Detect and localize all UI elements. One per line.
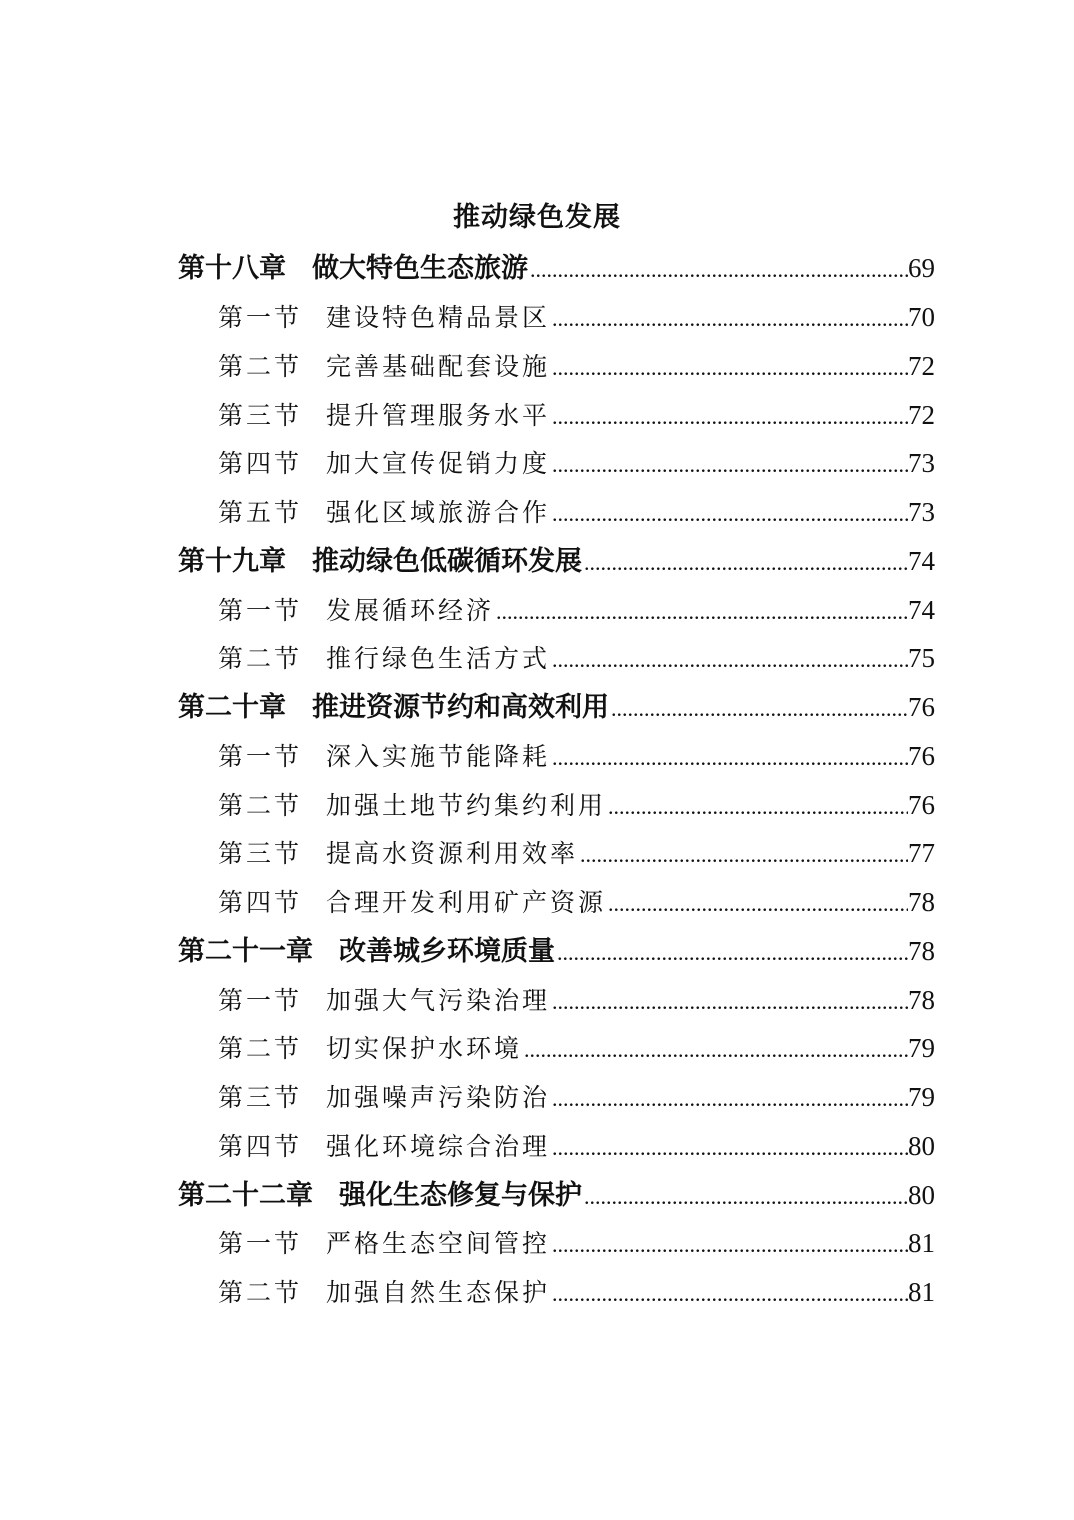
chapter-number: 第十九章 <box>178 546 286 577</box>
page-number: 72 <box>908 351 935 381</box>
page-number: 76 <box>908 790 935 820</box>
toc-chapter-21[interactable] <box>178 927 935 975</box>
dot-leader <box>550 978 908 1024</box>
toc-section[interactable] <box>218 634 935 682</box>
dot-leader <box>550 295 908 341</box>
dot-leader <box>582 1173 908 1219</box>
page-number: 76 <box>908 741 935 771</box>
page-number: 77 <box>908 838 935 868</box>
chapter-title: 推动绿色低碳循环发展 <box>312 546 582 577</box>
dot-leader <box>550 636 908 682</box>
section-number: 第一节 <box>218 596 303 625</box>
dot-leader <box>550 1270 908 1316</box>
toc-section[interactable] <box>218 342 935 390</box>
section-number: 第二节 <box>218 1278 303 1307</box>
page-number: 79 <box>908 1033 935 1063</box>
page-number: 78 <box>908 985 935 1015</box>
dot-leader <box>550 393 908 439</box>
section-number: 第一节 <box>218 1229 303 1258</box>
toc-section[interactable] <box>218 829 935 877</box>
dot-leader <box>550 1075 908 1121</box>
page-number: 73 <box>908 448 935 478</box>
dot-leader <box>550 1221 908 1267</box>
dot-leader <box>528 246 908 292</box>
section-title: 发展循环经济 <box>326 596 495 625</box>
section-number: 第三节 <box>218 839 303 868</box>
chapter-number: 第二十二章 <box>178 1180 313 1211</box>
chapter-title: 强化生态修复与保护 <box>339 1180 582 1211</box>
page-number: 74 <box>908 546 935 576</box>
toc-section[interactable] <box>218 781 935 829</box>
section-title: 强化环境综合治理 <box>326 1132 551 1161</box>
page-number: 76 <box>908 692 935 722</box>
section-title: 深入实施节能降耗 <box>326 742 551 771</box>
dot-leader <box>550 1124 908 1170</box>
section-title: 加强噪声污染防治 <box>326 1083 551 1112</box>
dot-leader <box>550 490 908 536</box>
page-number: 73 <box>908 497 935 527</box>
dot-leader <box>578 831 908 877</box>
section-title: 合理开发利用矿产资源 <box>326 888 607 917</box>
section-title: 加强大气污染治理 <box>326 986 551 1015</box>
toc-section[interactable] <box>218 1073 935 1121</box>
chapter-title: 改善城乡环境质量 <box>339 936 555 967</box>
toc-section[interactable] <box>218 488 935 536</box>
toc-section[interactable] <box>218 293 935 341</box>
page-number: 69 <box>908 253 935 283</box>
chapter-number: 第二十一章 <box>178 936 313 967</box>
section-title: 完善基础配套设施 <box>326 352 551 381</box>
section-title: 提高水资源利用效率 <box>326 839 579 868</box>
section-number: 第一节 <box>218 303 303 332</box>
chapter-number: 第二十章 <box>178 692 286 723</box>
section-number: 第二节 <box>218 644 303 673</box>
toc-chapter-22[interactable] <box>178 1171 935 1219</box>
toc-section[interactable] <box>218 1122 935 1170</box>
section-number: 第五节 <box>218 498 303 527</box>
dot-leader <box>606 880 908 926</box>
section-title: 提升管理服务水平 <box>326 401 551 430</box>
section-title: 加强自然生态保护 <box>326 1278 551 1307</box>
section-number: 第一节 <box>218 986 303 1015</box>
dot-leader <box>555 929 908 975</box>
toc-chapter-19[interactable] <box>178 537 935 585</box>
page-number: 80 <box>908 1180 935 1210</box>
section-number: 第二节 <box>218 352 303 381</box>
page-number: 72 <box>908 400 935 430</box>
chapter-number: 第十八章 <box>178 253 286 284</box>
section-number: 第一节 <box>218 742 303 771</box>
dot-leader <box>494 588 908 634</box>
section-title: 建设特色精品景区 <box>326 303 551 332</box>
toc-section[interactable] <box>218 878 935 926</box>
page-number: 75 <box>908 643 935 673</box>
section-title: 推行绿色生活方式 <box>326 644 551 673</box>
page-number: 78 <box>908 887 935 917</box>
section-title: 切实保护水环境 <box>326 1034 523 1063</box>
part-title: 推动绿色发展 <box>453 202 621 233</box>
toc-section[interactable] <box>218 391 935 439</box>
page-number: 78 <box>908 936 935 966</box>
toc-section[interactable] <box>218 1219 935 1267</box>
page-number: 70 <box>908 302 935 332</box>
toc-chapter-20[interactable] <box>178 683 935 731</box>
section-number: 第二节 <box>218 791 303 820</box>
page-number: 81 <box>908 1228 935 1258</box>
section-number: 第三节 <box>218 401 303 430</box>
section-title: 加强土地节约集约利用 <box>326 791 607 820</box>
dot-leader <box>609 685 908 731</box>
dot-leader <box>550 441 908 487</box>
toc-section[interactable] <box>218 1024 935 1072</box>
section-number: 第三节 <box>218 1083 303 1112</box>
toc-section[interactable] <box>218 732 935 780</box>
section-number: 第四节 <box>218 449 303 478</box>
section-number: 第四节 <box>218 1132 303 1161</box>
toc-section[interactable] <box>218 1268 935 1316</box>
section-title: 加大宣传促销力度 <box>326 449 551 478</box>
page-number: 79 <box>908 1082 935 1112</box>
section-number: 第二节 <box>218 1034 303 1063</box>
chapter-title: 推进资源节约和高效利用 <box>312 692 609 723</box>
toc-chapter-18[interactable] <box>178 244 935 292</box>
dot-leader <box>522 1026 908 1072</box>
page-number: 74 <box>908 595 935 625</box>
toc-section[interactable] <box>218 976 935 1024</box>
dot-leader <box>606 783 908 829</box>
section-title: 严格生态空间管控 <box>326 1229 551 1258</box>
dot-leader <box>550 344 908 390</box>
section-number: 第四节 <box>218 888 303 917</box>
dot-leader <box>550 734 908 780</box>
section-title: 强化区域旅游合作 <box>326 498 551 527</box>
page-number: 81 <box>908 1277 935 1307</box>
toc-section[interactable] <box>218 439 935 487</box>
chapter-title: 做大特色生态旅游 <box>312 253 528 284</box>
toc-section[interactable] <box>218 586 935 634</box>
dot-leader <box>582 539 908 585</box>
page-number: 80 <box>908 1131 935 1161</box>
